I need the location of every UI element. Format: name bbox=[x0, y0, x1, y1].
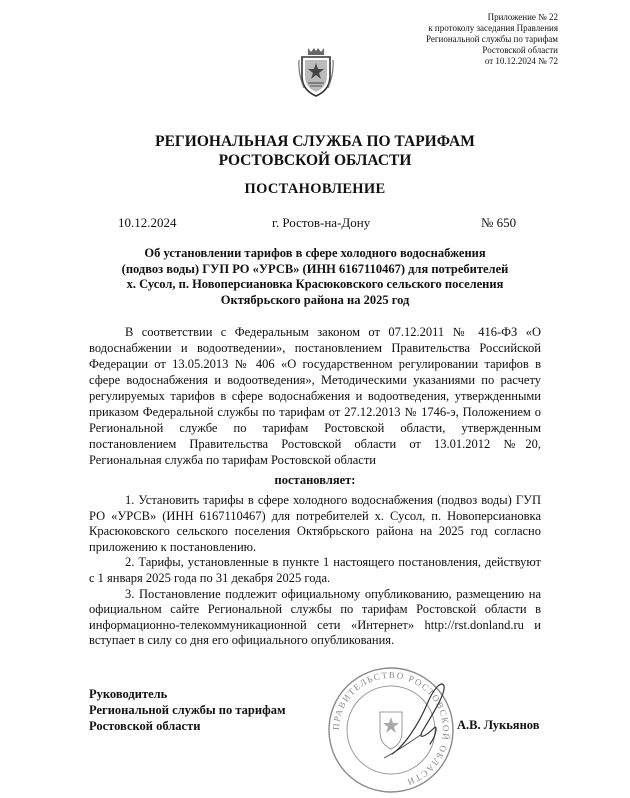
signer-position bbox=[89, 686, 285, 734]
document-date: 10.12.2024 bbox=[118, 215, 177, 230]
organization-title bbox=[60, 132, 570, 170]
appendix-line: Региональной службы по тарифам bbox=[425, 34, 558, 44]
appendix-line: Приложение № 22 bbox=[487, 12, 558, 22]
subject-line: Октябрьского района на 2025 год bbox=[220, 292, 410, 307]
document-place: г. Ростов-на-Дону bbox=[272, 215, 371, 230]
appendix-line: Ростовской области bbox=[482, 45, 558, 55]
resolution-item: 1. Установить тарифы в сфере холодного водоснабжения (подвоз воды) ГУП РО «УРСВ» (ИНН 6167110467) для потребителей х. Сусол, п. Новоперсиановка Красюковского сельского поселения Октябрьского района на 2025 год согласно приложению к постановлению. bbox=[89, 493, 541, 554]
signer-position-line: Региональной службы по тарифам bbox=[89, 703, 286, 717]
signer-position-line: Руководитель bbox=[89, 687, 168, 701]
seal-emblem-icon bbox=[380, 712, 402, 749]
org-line: РЕГИОНАЛЬНАЯ СЛУЖБА ПО ТАРИФАМ bbox=[155, 133, 475, 150]
resolution-item: 2. Тарифы, установленные в пункте 1 настоящего постановления, действуют с 1 января 2025 года по 31 декабря 2025 года. bbox=[89, 555, 541, 585]
subject-line: Об установлении тарифов в сфере холодного водоснабжения bbox=[144, 246, 486, 260]
appendix-line: от 10.12.2024 № 72 bbox=[484, 56, 558, 66]
subject-line: х. Сусол, п. Новоперсиановка Красюковского сельского поселения bbox=[126, 277, 504, 291]
document-type: ПОСТАНОВЛЕНИЕ bbox=[244, 181, 386, 197]
resolves-heading: постановляет: bbox=[274, 473, 356, 487]
signer-position-line: Ростовской области bbox=[89, 719, 201, 733]
signer-name: А.В. Лукьянов bbox=[457, 718, 540, 732]
appendix-note bbox=[358, 12, 558, 67]
org-line: РОСТОВСКОЙ ОБЛАСТИ bbox=[218, 152, 412, 169]
appendix-line: к протоколу заседания Правления bbox=[428, 23, 558, 33]
seal-text: ПРАВИТЕЛЬСТВО РОСТОВСКОЙ ОБЛАСТИ bbox=[330, 669, 452, 788]
document-number: № 650 bbox=[481, 215, 517, 230]
resolution-item: 3. Постановление подлежит официальному опубликованию, размещению на официальном сайте Региональной службы по тарифам Ростовской области в информационно-телекоммуникационной сети «Интернет» http://rst.donland.ru и вступает в силу со дня его официального опубликования. bbox=[89, 586, 541, 648]
coat-of-arms-emblem-icon bbox=[298, 46, 334, 98]
preamble-paragraph: В соответствии с Федеральным законом от 07.12.2011 № 416-ФЗ «О водоснабжении и водоотведении», постановлением Правительства Российской Федерации от 13.05.2013 № 406 «О государственном регулировании тарифов в сфере водоснабжения и водоотведения», Методическими указаниями по расчету регулируемых тарифов в сфере водоснабжения и водоотведения, утвержденными приказом Федеральной службы по тарифам от 27.12.2013 № 1746-э, Положением о Региональной службе по тарифам Ростовской области, утвержденным постановлением Правительства Ростовской области от 13.01.2012 №20, Региональная служба по тарифам Ростовской области bbox=[89, 325, 541, 467]
official-seal-stamp bbox=[326, 662, 456, 798]
document-subject bbox=[70, 246, 560, 308]
subject-line: (подвоз воды) ГУП РО «УРСВ» (ИНН 6167110467) для потребителей bbox=[121, 261, 509, 276]
resolution-items bbox=[89, 493, 541, 649]
